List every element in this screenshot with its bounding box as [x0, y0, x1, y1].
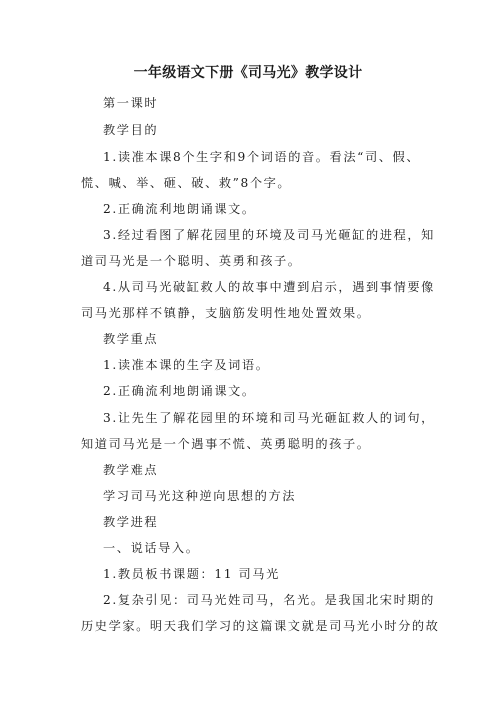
objective-3-line-1: 3.经过看图了解花园里的环境及司马光砸缸的进程，知 — [103, 228, 435, 242]
teaching-focus-heading: 教学重点 — [103, 332, 159, 346]
focus-1: 1.读准本课的生字及词语。 — [103, 358, 270, 372]
objective-2: 2.正确流利地朗诵课文。 — [103, 202, 256, 216]
lesson-period-heading: 第一课时 — [103, 96, 159, 110]
objective-3-line-2: 道司马光是一个聪明、英勇和孩子。 — [81, 254, 302, 268]
process-step-2-line-1: 2.复杂引见：司马光姓司马，名光。是我国北宋时期的 — [103, 593, 435, 607]
teaching-objectives-heading: 教学目的 — [103, 123, 159, 137]
objective-4-line-2: 司马光那样不镇静，支脑筋发明性地处置效果。 — [81, 306, 371, 320]
objective-1-line-1: 1.读准本课8个生字和9个词语的音。看法“司、假、 — [103, 150, 421, 164]
objective-1-line-2: 慌、喊、举、砸、破、救”8个字。 — [81, 176, 292, 190]
teaching-process-heading: 教学进程 — [103, 515, 159, 529]
objective-4-line-1: 4.从司马光破缸救人的故事中遭到启示，遇到事情要像 — [103, 280, 435, 294]
process-step-2-line-2: 历史学家。明天我们学习的这篇课文就是司马光小时分的故 — [81, 619, 440, 633]
focus-2: 2.正确流利地朗诵课文。 — [103, 384, 256, 398]
teaching-difficulty-heading: 教学难点 — [103, 463, 159, 477]
difficulty-text: 学习司马光这种逆向思想的方法 — [103, 489, 297, 503]
focus-3-line-1: 3.让先生了解花园里的环境和司马光砸缸救人的词句， — [103, 411, 435, 425]
process-section-1-heading: 一、说话导入。 — [103, 541, 200, 555]
process-step-1: 1.教员板书课题：11 司马光 — [103, 567, 280, 581]
focus-3-line-2: 知道司马光是一个遇事不慌、英勇聪明的孩子。 — [81, 437, 371, 451]
document-title: 一年级语文下册《司马光》教学设计 — [133, 65, 363, 81]
